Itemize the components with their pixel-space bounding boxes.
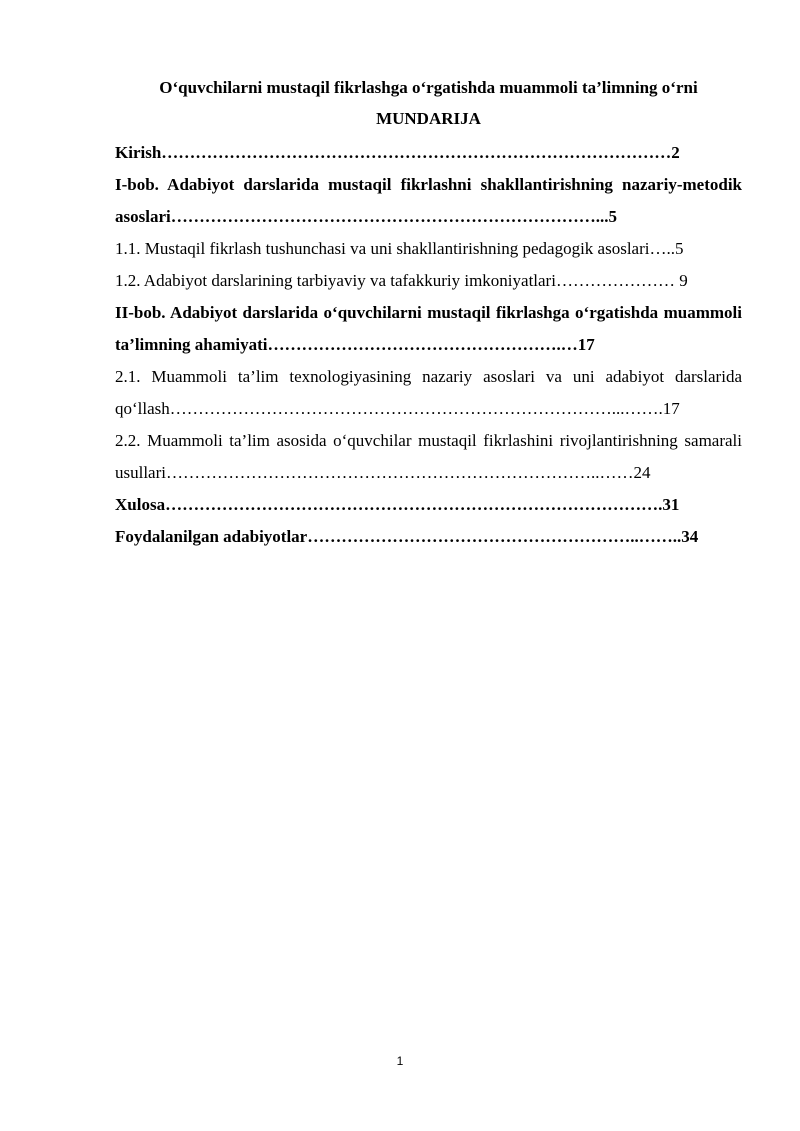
table-of-contents (115, 137, 742, 553)
document-page (115, 75, 742, 553)
toc-entry-section-2-2: 2.2. Muammoli ta’lim asosida o‘quvchilar mustaqil fikrlashini rivojlantirishning samarali usullari…………………………………………………………………..……24 (115, 431, 742, 482)
toc-entry-chapter-2: II-bob. Adabiyot darslarida o‘quvchilarni mustaqil fikrlashga o‘rgatishda muammoli ta’limning ahamiyati…………………………………………….…17 (115, 303, 742, 354)
document-title: O‘quvchilarni mustaqil fikrlashga o‘rgatishda muammoli ta’limning o‘rni (159, 78, 698, 97)
toc-entry-kirish: Kirish………………………………………………………………………………2 (115, 143, 680, 162)
page-number: 1 (396, 1054, 404, 1068)
toc-entry-xulosa: Xulosa…………………………………………………………………………….31 (115, 495, 680, 514)
toc-entry-section-2-1: 2.1. Muammoli ta’lim texnologiyasining nazariy asoslari va uni adabiyot darslarida qo‘llash……………………………………………………………………...…….17 (115, 367, 742, 418)
toc-heading: MUNDARIJA (376, 109, 481, 128)
toc-entry-section-1-2: 1.2. Adabiyot darslarining tarbiyaviy va tafakkuriy imkoniyatlari………………… 9 (115, 271, 688, 290)
toc-entry-bibliography: Foydalanilgan adabiyotlar…………………………………………………..……..34 (115, 527, 699, 546)
toc-entry-chapter-1: I-bob. Adabiyot darslarida mustaqil fikrlashni shakllantirishning nazariy-metodik asoslari…………………………………………………………………...5 (115, 175, 742, 226)
toc-entry-section-1-1: 1.1. Mustaqil fikrlash tushunchasi va uni shakllantirishning pedagogik asoslari…..5 (115, 239, 684, 258)
